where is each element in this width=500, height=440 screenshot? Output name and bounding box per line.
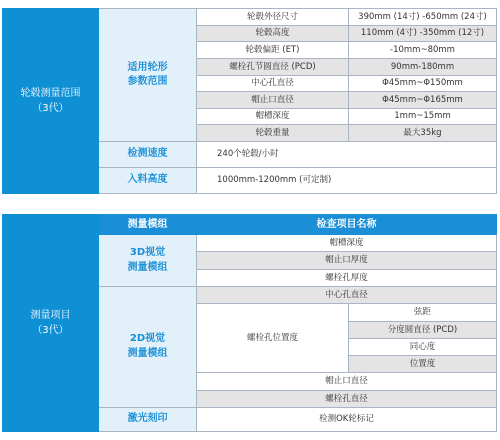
module-3d-label: 3D视觉 测量模组	[99, 235, 197, 287]
items-section-title: 测量项目 （3代）	[3, 215, 99, 432]
wheel-range-table	[2, 8, 497, 194]
param-name: 帽止口直径	[197, 92, 349, 109]
feed-height-label: 入料高度	[99, 168, 197, 194]
param-name: 轮毂外径尺寸	[197, 9, 349, 26]
bolt-sub-item: 弦距	[349, 304, 497, 321]
speed-value: 240个轮毂/小时	[197, 142, 497, 168]
param-name: 轮毂重量	[197, 125, 349, 142]
param-group-label: 适用轮形 参数范围	[99, 9, 197, 142]
param-name: 轮毂高度	[197, 25, 349, 42]
inspection-item: 检测OK轮标记	[197, 407, 497, 431]
inspection-item: 中心孔直径	[197, 286, 497, 303]
param-name: 中心孔直径	[197, 75, 349, 92]
bolt-sub-item: 同心度	[349, 338, 497, 355]
module-2d-label: 2D视觉 测量模组	[99, 286, 197, 407]
bolt-sub-item: 分度圆直径 (PCD)	[349, 321, 497, 338]
range-section-title: 轮毂测量范围 （3代）	[3, 9, 99, 194]
inspection-item: 帽槽深度	[197, 235, 497, 252]
param-value: 最大35kg	[349, 125, 497, 142]
feed-height-value: 1000mm-1200mm (可定制)	[197, 168, 497, 194]
param-value: Φ45mm~Φ150mm	[349, 75, 497, 92]
param-value: -10mm~80mm	[349, 42, 497, 59]
param-value: Φ45mm~Φ165mm	[349, 92, 497, 109]
header-module: 测量模组	[99, 215, 197, 235]
param-value: 90mm-180mm	[349, 58, 497, 75]
bolt-position-label: 螺栓孔位置度	[197, 304, 349, 373]
param-value: 110mm (4寸) -350mm (12寸)	[349, 25, 497, 42]
param-name: 帽槽深度	[197, 108, 349, 125]
header-items: 检查项目名称	[197, 215, 497, 235]
param-name: 轮毂偏距 (ET)	[197, 42, 349, 59]
param-value: 1mm~15mm	[349, 108, 497, 125]
inspection-item: 螺栓孔直径	[197, 390, 497, 407]
inspection-item: 螺栓孔厚度	[197, 269, 497, 286]
measurement-items-table	[2, 214, 497, 432]
inspection-item: 帽止口直径	[197, 373, 497, 390]
module-laser-label: 激光刻印	[99, 407, 197, 431]
param-value: 390mm (14寸) -650mm (24寸)	[349, 9, 497, 26]
bolt-sub-item: 位置度	[349, 356, 497, 373]
param-name: 螺栓孔节圆直径 (PCD)	[197, 58, 349, 75]
inspection-item: 帽止口厚度	[197, 252, 497, 269]
speed-label: 检测速度	[99, 142, 197, 168]
